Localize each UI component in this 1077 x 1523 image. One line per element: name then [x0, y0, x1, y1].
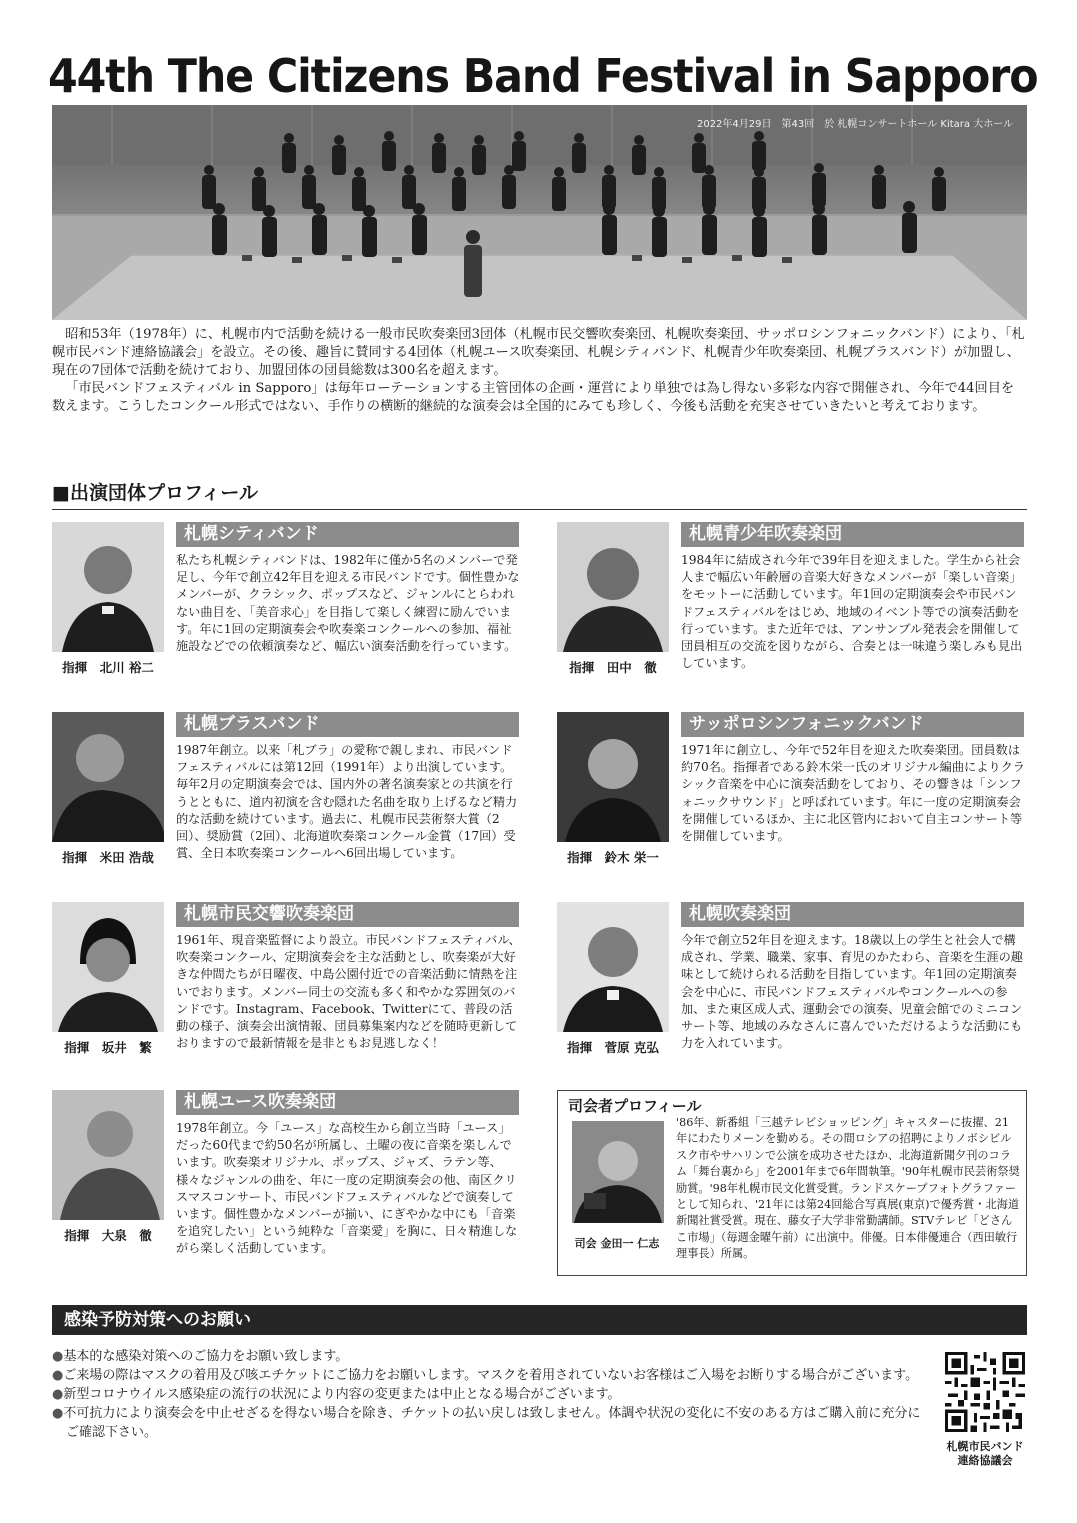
- band-card: [557, 712, 1027, 882]
- band-card: [52, 522, 522, 692]
- mc-profile-box: [557, 1090, 1027, 1276]
- page-title: 44th The Citizens Band Festival in Sapporo: [48, 49, 1038, 103]
- photo-caption: 2022年4月29日 第43回 於 札幌コンサートホール Kitara 大ホール: [696, 119, 1013, 130]
- conductor-photo: [52, 522, 164, 652]
- conductor-photo: [557, 712, 669, 842]
- band-name: サッポロシンフォニックバンド: [681, 712, 1024, 737]
- conductor-photo: [52, 902, 164, 1032]
- intro-text: [52, 326, 1027, 416]
- list-item: ●新型コロナウイルス感染症の流行の状況により内容の変更または中止となる場合がございます。: [52, 1387, 621, 1402]
- bullet-icon: ●: [52, 1368, 64, 1383]
- band-description: 私たち札幌シティバンドは、1982年に僅か5名のメンバーで発足し、今年で創立42年目を迎える市民バンドです。個性豊かなメンバーが、クラシック、ポップスなど、ジャンルにとらわれない曲目を、「美音求心」を目指して楽しく練習に励んでいます。年に1回の定期演奏会や吹奏楽コンクールへの参加、福祉施設などでの依頼演奏など、幅広い演奏活動を行っています。: [176, 553, 520, 654]
- band-card: [557, 902, 1027, 1072]
- list-item: ●不可抗力により演奏会を中止せざるを得ない場合を除き、チケットの払い戻しは致しません。体調や状況の変化に不安のある方はご購入前に充分にご確認下さい。: [52, 1406, 921, 1440]
- band-description: 1961年、現音楽監督により設立。市民バンドフェスティバル、吹奏楽コンクール、定期演奏会を主な活動とし、吹奏楽が大好きな仲間たちが日曜夜、中島公園付近での音楽活動に情熱を注いでおります。メンバー同士の交流も多く和やかな雰囲気のバンドです。Instagram、Facebook、Twitterにて、普段の活動の様子、演奏会出演情報、団員募集案内などを随時更新しておりますので最新情報を是非ともお見逃しなく！: [176, 933, 521, 1051]
- concert-stage-photo: [52, 105, 1027, 320]
- conductor-photo: [557, 522, 669, 652]
- band-card: [52, 902, 522, 1077]
- bullet-icon: ●: [52, 1387, 64, 1402]
- conductor-name: 指揮 鈴木 栄一: [567, 850, 659, 865]
- conductor-name: 指揮 北川 裕二: [62, 660, 154, 675]
- section-heading-profiles: ■出演団体プロフィール: [52, 478, 1027, 510]
- conductor-name: 指揮 菅原 克弘: [567, 1040, 659, 1055]
- conductor-photo: [52, 712, 164, 842]
- qr-code-icon[interactable]: [945, 1352, 1025, 1432]
- notice-heading: 感染予防対策へのお願い: [52, 1305, 1027, 1335]
- mc-description: '86年、新番組「三越テレビショッピング」キャスターに抜擢、21年にわたりメーンを勤める。その間ロシアの招聘によりノボシビルスク市やサハリンで公演を成功させたほか、北海道新聞夕刊のコラム「舞台裏から」を2001年まで6年間執筆。'90年札幌市民芸術祭奨励賞。'98年札幌市民文化賞受賞。ランドスケープフォトグラファーとして知られ、'21年には第24回総合写真展(東京)で優秀賞・北海道新聞社賞受賞。現在、藤女子大学非常勤講師。STVテレビ「どさんこ市場」（毎週金曜午前）に出演中。俳優。日本俳優連合（西田敏行理事長）所属。: [676, 1116, 1020, 1261]
- bullet-icon: ●: [52, 1349, 64, 1364]
- list-item: ●基本的な感染対策へのご協力をお願い致します。: [52, 1349, 349, 1364]
- band-name: 札幌市民交響吹奏楽団: [176, 902, 519, 927]
- intro-paragraph: 「市民バンドフェスティバル in Sapporo」は毎年ローテーションする主管団体の企画・運営により単独では為し得ない多彩な内容で開催され、今年で44回目を数えます。こうしたコンクール形式ではない、手作りの横断的継続的な演奏会は全国的にみても珍しく、今後も活動を充実させていきたいと考えております。: [52, 381, 1015, 414]
- mc-profile-title: 司会者プロフィール: [568, 1097, 702, 1115]
- bullet-icon: ●: [52, 1406, 64, 1421]
- band-card: [52, 712, 522, 882]
- band-description: 1978年創立。今「ユース」な高校生から創立当時「ユース」だった60代まで約50名が所属し、土曜の夜に音楽を楽しんでいます。吹奏楽オリジナル、ポップス、ジャズ、ラテン等、様々なジャンルの曲を、年に一度の定期演奏会の他、南区クリスマスコンサート、市民バンドフェスティバルなどで演奏しています。個性豊かなメンバーが揃い、にぎやかな中にも「音楽を追究したい」という純粋な「音楽愛」を胸に、日々精進しながら楽しく活動しています。: [176, 1121, 518, 1256]
- band-name: 札幌吹奏楽団: [681, 902, 1024, 927]
- band-description: 1971年に創立し、今年で52年目を迎えた吹奏楽団。団員数は約70名。指揮者である鈴木栄一氏のオリジナル編曲によりクラシック音楽を中心に演奏活動をしており、その響きは「シンフォニックサウンド」と呼ばれています。年に一度の定期演奏会を開催しているほか、主に北区管内において自主コンサート等を開催しています。: [681, 743, 1025, 844]
- mc-photo: [572, 1121, 664, 1223]
- notice-list: [52, 1347, 932, 1442]
- list-item: ●ご来場の際はマスクの着用及び咳エチケットにご協力をお願いします。マスクを着用されていないお客様はご入場をお断りする場合がございます。: [52, 1368, 919, 1383]
- band-name: 札幌青少年吹奏楽団: [681, 522, 1024, 547]
- band-description: 今年で創立52年目を迎えます。18歳以上の学生と社会人で構成され、学業、職業、家事、育児のかたわら、音楽を生涯の趣味として続けられる活動を目指しています。年1回の定期演奏会を中心に、市民バンドフェスティバルやコンクールへの参加、また東区成人式、運動会での演奏、児童会館でのミニコンサート等、地域のみなさんに喜んでいただけるような活動にも力を入れています。: [681, 933, 1023, 1051]
- band-name: 札幌ユース吹奏楽団: [176, 1090, 519, 1115]
- band-card: [52, 1090, 522, 1265]
- conductor-photo: [557, 902, 669, 1032]
- conductor-name: 指揮 米田 浩哉: [62, 850, 154, 865]
- conductor-name: 指揮 坂井 繁: [64, 1040, 152, 1055]
- band-name: 札幌ブラスバンド: [176, 712, 519, 737]
- band-description: 1984年に結成され今年で39年目を迎えました。学生から社会人まで幅広い年齢層の音楽大好きなメンバーが「楽しい音楽」をモットーに活動しています。年1回の定期演奏会や市民バンドフェスティバルをはじめ、地域のイベント等での演奏活動を行っています。また近年では、アンサンブル発表会を開催して団員相互の交流を図りながら、合奏とは一味違う楽しみも見出しています。: [681, 553, 1023, 671]
- band-description: 1987年創立。以来「札ブラ」の愛称で親しまれ、市民バンドフェスティバルには第12回（1991年）より出演しています。毎年2月の定期演奏会では、国内外の著名演奏家との共演を行うとともに、道内初演を含む隠れた名曲を取り上げるなど精力的な活動を続けています。過去に、札幌市民芸術祭大賞（2回）、奨励賞（2回）、北海道吹奏楽コンクール金賞（17回）受賞、全日本吹奏楽コンクールへ6回出場しています。: [176, 743, 518, 861]
- mc-name: 司会 金田一 仁志: [574, 1237, 660, 1250]
- intro-paragraph: 昭和53年（1978年）に、札幌市内で活動を続ける一般市民吹奏楽団3団体（札幌市民交響吹奏楽団、札幌吹奏楽団、サッポロシンフォニックバンド）により、「札幌市民バンド連絡協議会」を設立。その後、趣旨に賛同する4団体（札幌ユース吹奏楽団、札幌シティバンド、札幌青少年吹奏楽団、札幌ブラスバンド）が加盟し、現在の7団体で活動を続けており、加盟団体の団員総数は300名を超えます。: [52, 327, 1025, 378]
- band-card: [557, 522, 1027, 692]
- band-name: 札幌シティバンド: [176, 522, 519, 547]
- conductor-name: 指揮 大泉 徹: [64, 1228, 152, 1243]
- conductor-name: 指揮 田中 徹: [569, 660, 657, 675]
- organization-name: 札幌市民バンド 連絡協議会: [946, 1440, 1024, 1467]
- conductor-photo: [52, 1090, 164, 1220]
